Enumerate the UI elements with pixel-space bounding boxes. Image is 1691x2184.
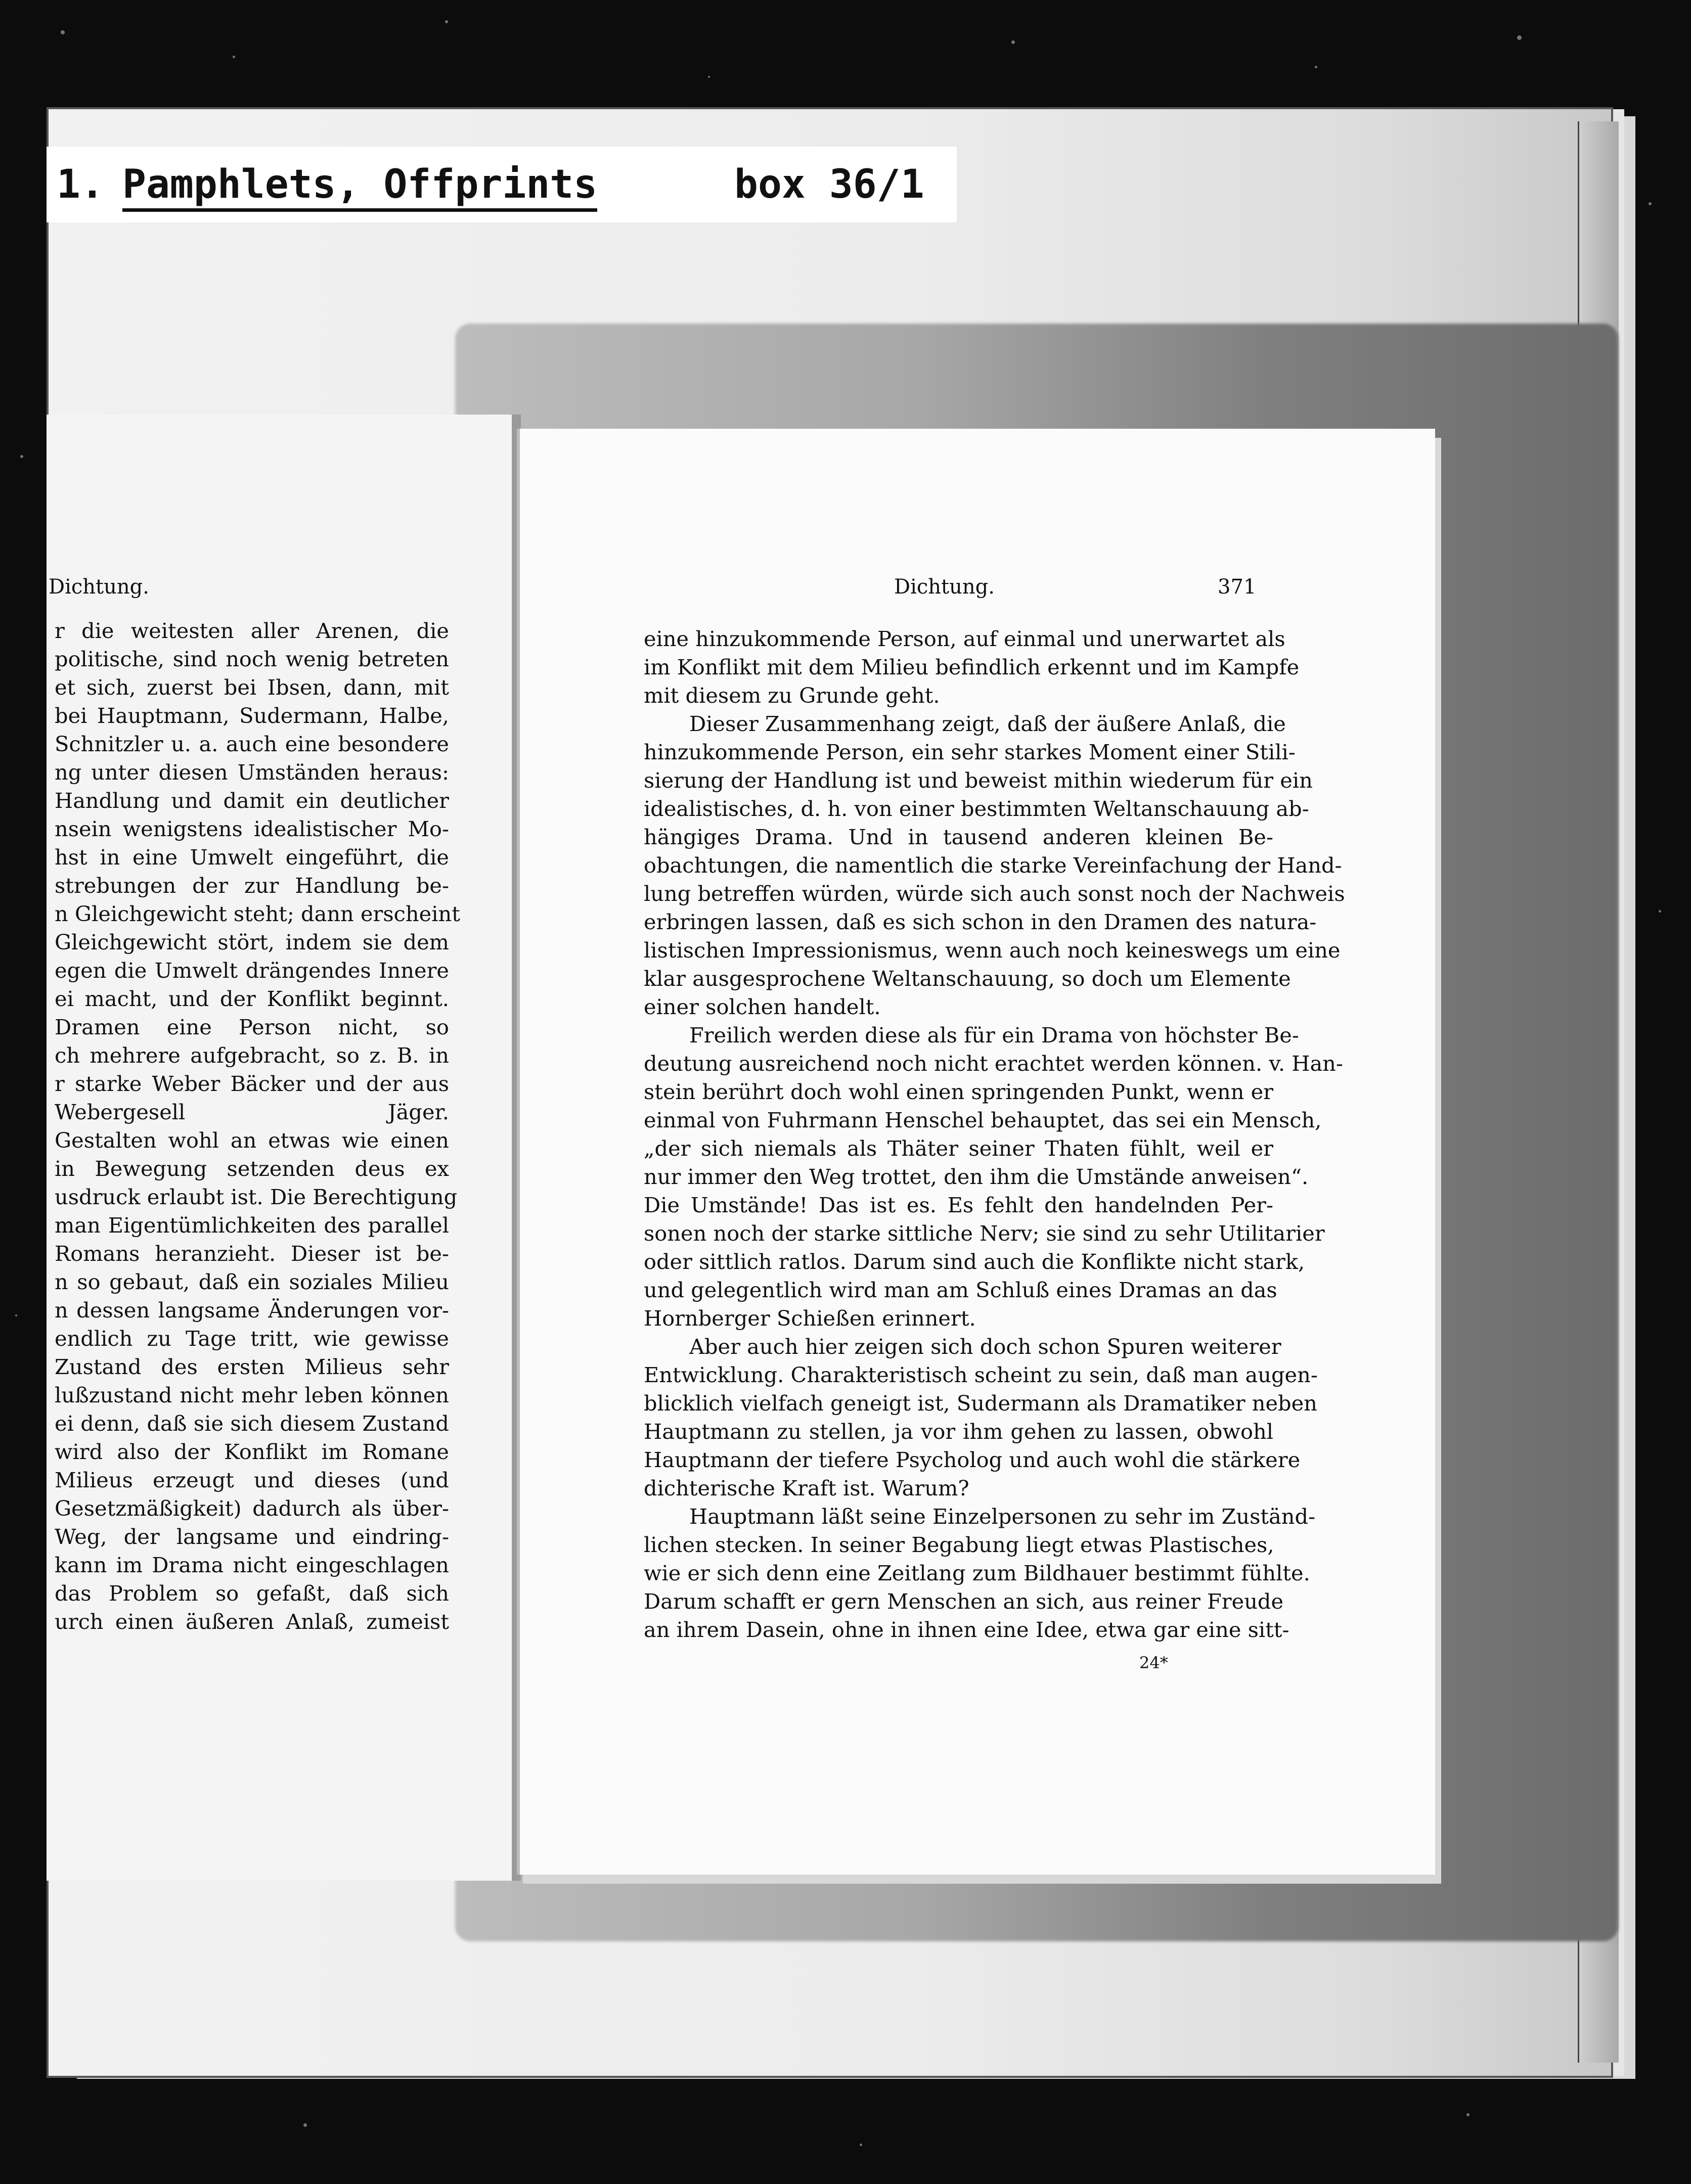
text-line: eine hinzukommende Person, auf einmal und unerwartet als (644, 626, 1285, 651)
archive-label-number: 1. (57, 162, 104, 207)
text-line: dichterische Kraft ist. Warum? (644, 1476, 969, 1500)
page-number: 371 (1218, 575, 1257, 599)
text-line: an ihrem Dasein, ohne in ihnen eine Idee, etwa gar eine sitt- (644, 1617, 1289, 1642)
text-line: Hauptmann der tiefere Psycholog und auch wohl die stärkere (644, 1447, 1301, 1472)
text-line: in Bewegung setzenden deus ex (55, 1156, 449, 1181)
text-line: Darum schafft er gern Menschen an sich, aus reiner Freude (644, 1589, 1284, 1614)
text-line: man Eigentümlichkeiten des parallel (55, 1213, 449, 1238)
text-line: sierung der Handlung ist und beweist mithin wiederum für ein (644, 768, 1313, 793)
text-line: wie er sich denn eine Zeitlang zum Bildhauer bestimmt fühlte. (644, 1561, 1310, 1585)
text-line: stein berührt doch wohl einen springenden Punkt, wenn er (644, 1079, 1273, 1104)
text-line: bei Hauptmann, Sudermann, Halbe, (55, 703, 449, 728)
text-line: Romans heranzieht. Dieser ist be- (55, 1241, 449, 1266)
text-line: Weg, der langsame und eindring- (55, 1524, 449, 1549)
text-line: lichen stecken. In seiner Begabung liegt etwas Plastisches, (644, 1532, 1274, 1557)
text-line: egen die Umwelt drängendes Innere (55, 958, 449, 983)
text-line: hst in eine Umwelt eingeführt, die (55, 845, 449, 870)
text-line: wird also der Konflikt im Romane (55, 1439, 449, 1464)
text-line: Aber auch hier zeigen sich doch schon Spuren weiterer (689, 1334, 1281, 1359)
left-page-header: Dichtung. (49, 575, 149, 599)
text-line: klar ausgesprochene Weltanschauung, so doch um Elemente (644, 966, 1291, 991)
text-line: deutung ausreichend noch nicht erachtet werden können. v. Han- (644, 1051, 1343, 1076)
text-line: Hauptmann läßt seine Einzelpersonen zu sehr im Zuständ- (689, 1504, 1316, 1529)
text-line: sonen noch der starke sittliche Nerv; sie sind zu sehr Utilitarier (644, 1221, 1325, 1246)
text-line: urch einen äußeren Anlaß, zumeist (55, 1609, 449, 1634)
text-line: Gestalten wohl an etwas wie einen (55, 1128, 449, 1153)
text-line: lung betreffen würden, würde sich auch sonst noch der Nachweis (644, 881, 1345, 906)
text-line: das Problem so gefaßt, daß sich (55, 1581, 449, 1606)
text-line: Webergesell Jäger. (55, 1100, 449, 1124)
text-line: Die Umstände! Das ist es. Es fehlt den handelnden Per- (644, 1193, 1273, 1217)
text-line: Freilich werden diese als für ein Drama von höchster Be- (689, 1023, 1299, 1048)
text-line: oder sittlich ratlos. Darum sind auch die Konflikte nicht stark, (644, 1249, 1305, 1274)
text-line: n Gleichgewicht steht; dann erscheint (55, 901, 460, 926)
text-line: ei denn, daß sie sich diesem Zustand (55, 1411, 449, 1436)
left-page-text (55, 617, 460, 1636)
text-line: n so gebaut, daß ein soziales Milieu (55, 1269, 449, 1294)
text-line: ei macht, und der Konflikt beginnt. (55, 986, 449, 1011)
text-line: erbringen lassen, daß es sich schon in den Dramen des natura- (644, 909, 1317, 934)
text-line: obachtungen, die namentlich die starke Vereinfachung der Hand- (644, 853, 1342, 878)
text-line: n dessen langsame Änderungen vor- (55, 1298, 449, 1323)
text-line: Zustand des ersten Milieus sehr (55, 1354, 449, 1379)
text-line: Dramen eine Person nicht, so (55, 1015, 449, 1039)
text-line: blicklich vielfach geneigt ist, Sudermann als Dramatiker neben (644, 1391, 1317, 1416)
text-line: einer solchen handelt. (644, 994, 881, 1019)
text-line: lußzustand nicht mehr leben können (55, 1383, 449, 1407)
signature-mark: 24* (1139, 1653, 1168, 1672)
text-line: listischen Impressionismus, wenn auch noch keineswegs um eine (644, 938, 1341, 963)
text-line: einmal von Fuhrmann Henschel behauptet, das sei ein Mensch, (644, 1108, 1322, 1132)
text-line: idealistisches, d. h. von einer bestimmten Weltanschauung ab- (644, 796, 1309, 821)
text-line: strebungen der zur Handlung be- (55, 873, 449, 898)
text-line: Gesetzmäßigkeit) dadurch als über- (55, 1496, 449, 1521)
text-line: r die weitesten aller Arenen, die (55, 618, 449, 643)
text-line: Hornberger Schießen erinnert. (644, 1306, 976, 1331)
right-page-header: Dichtung. (894, 575, 995, 599)
text-line: ch mehrere aufgebracht, so z. B. in (55, 1043, 449, 1068)
text-line: et sich, zuerst bei Ibsen, dann, mit (55, 675, 449, 700)
text-line: Milieus erzeugt und dieses (und (55, 1468, 449, 1492)
left-page (47, 415, 521, 1881)
right-page-text (644, 625, 1345, 1644)
text-line: im Konflikt mit dem Milieu befindlich erkennt und im Kampfe (644, 655, 1300, 679)
text-line: nsein wenigstens idealistischer Mo- (55, 816, 449, 841)
text-line: Handlung und damit ein deutlicher (55, 788, 449, 813)
text-line: hängiges Drama. Und in tausend anderen kleinen Be- (644, 825, 1273, 849)
text-line: hinzukommende Person, ein sehr starkes Moment einer Stili- (644, 740, 1296, 764)
right-page (517, 429, 1435, 1875)
text-line: endlich zu Tage tritt, wie gewisse (55, 1326, 449, 1351)
text-line: mit diesem zu Grunde geht. (644, 683, 940, 708)
archive-label-box: box 36/1 (734, 162, 924, 207)
archive-label-title: Pamphlets, Offprints (122, 162, 597, 212)
text-line: r starke Weber Bäcker und der aus (55, 1071, 449, 1096)
text-line: kann im Drama nicht eingeschlagen (55, 1553, 449, 1577)
text-line: Schnitzler u. a. auch eine besondere (55, 732, 449, 756)
text-line: und gelegentlich wird man am Schluß eines Dramas an das (644, 1278, 1277, 1302)
text-line: politische, sind noch wenig betreten (55, 647, 449, 671)
text-line: Dieser Zusammenhang zeigt, daß der äußere Anlaß, die (689, 711, 1286, 736)
text-line: nur immer den Weg trottet, den ihm die Umstände anweisen“. (644, 1164, 1309, 1189)
archive-label (47, 147, 957, 222)
text-line: Gleichgewicht stört, indem sie dem (55, 930, 449, 954)
text-line: usdruck erlaubt ist. Die Berechtigung (55, 1185, 458, 1209)
text-line: Hauptmann zu stellen, ja vor ihm gehen zu lassen, obwohl (644, 1419, 1273, 1444)
text-line: „der sich niemals als Thäter seiner Thaten fühlt, weil er (644, 1136, 1273, 1161)
text-line: ng unter diesen Umständen heraus: (55, 760, 449, 785)
text-line: Entwicklung. Charakteristisch scheint zu sein, daß man augen- (644, 1362, 1318, 1387)
